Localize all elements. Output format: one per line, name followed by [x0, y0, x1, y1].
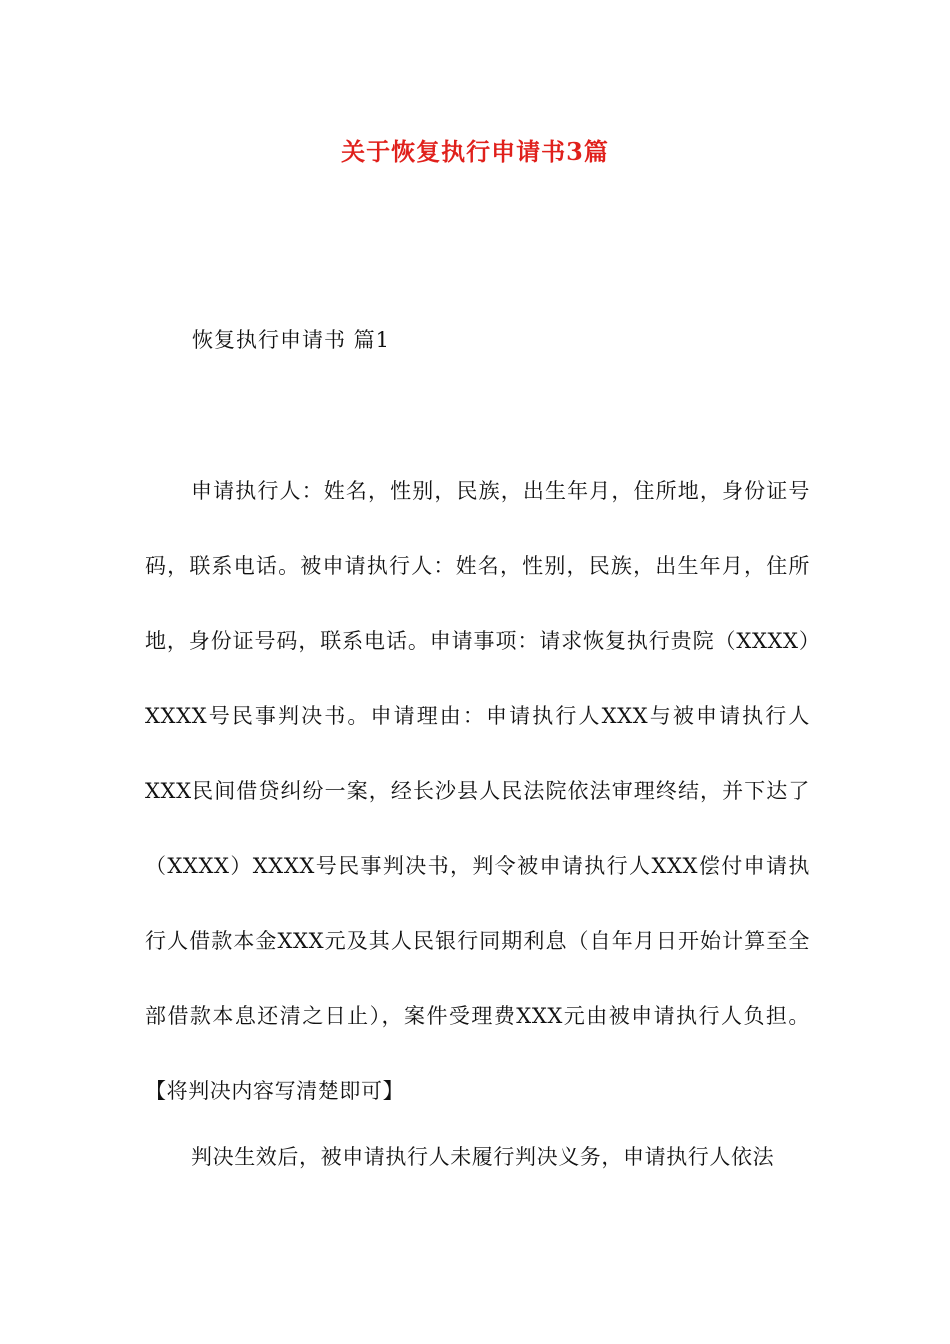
body-paragraph-2: 判决生效后，被申请执行人未履行判决义务，申请执行人依法 — [191, 1145, 775, 1169]
section-heading: 恢复执行申请书 篇1 — [192, 328, 391, 352]
body-paragraph-1: 申请执行人：姓名，性别，民族，出生年月，住所地，身份证号码，联系电话。被申请执行人：姓名，性别，民族，出生年月，住所地，身份证号码，联系电话。申请事项：请求恢复执行贵院（XXXX）XXXX号民事判决书。申请理由：申请执行人XXX与被申请执行人XXX民间借贷纠纷一案，经长沙县人民法院依法审理终结，并下达了（XXXX）XXXX号民事判决书，判令被申请执行人XXX偿付申请执行人借款本金XXX元及其人民银行同期利息（自年月日开始计算至全部借款本息还清之日止），案件受理费XXX元由被申请执行人负担。【将判决内容写清楚即可】 — [145, 479, 810, 1103]
document-title: 关于恢复执行申请书3篇 — [341, 137, 609, 166]
